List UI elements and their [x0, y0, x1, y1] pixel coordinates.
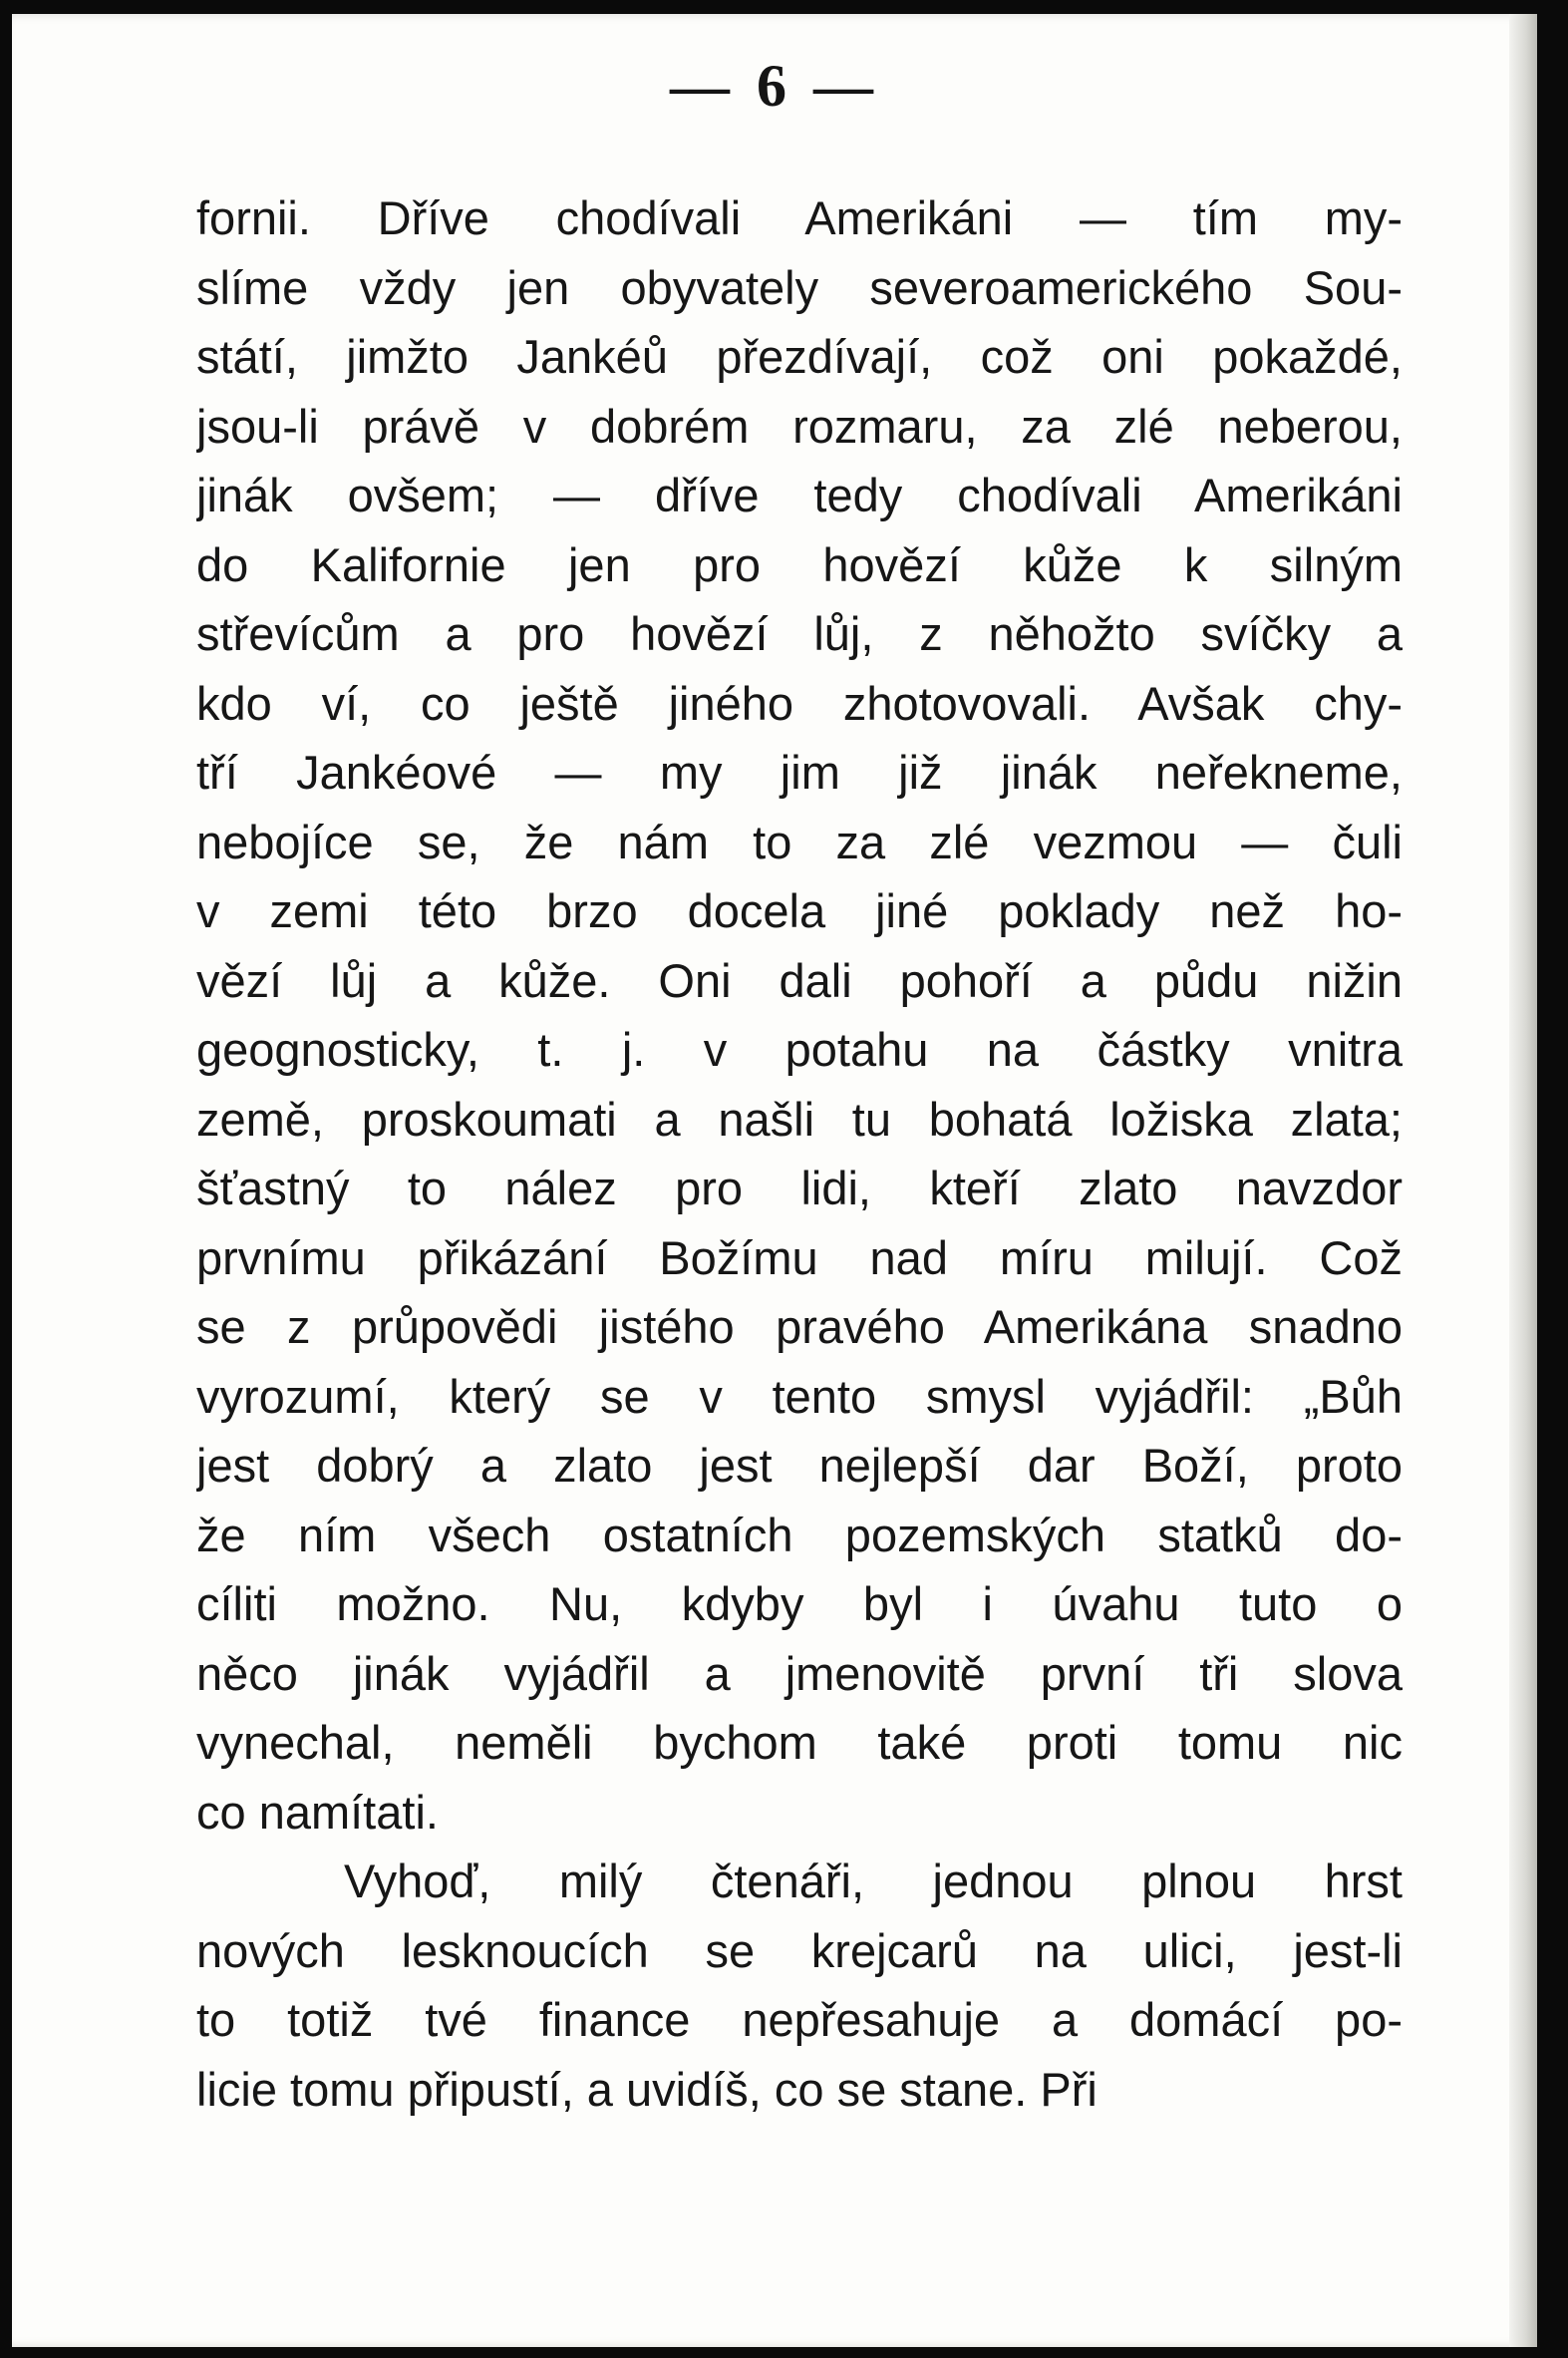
text-line: licie tomu připustí, a uvidíš, co se stane. Při: [196, 2062, 1098, 2116]
page-edge-shadow: [1509, 14, 1537, 2347]
text-line: fornii. Dříve chodívali Amerikáni — tím my-: [196, 191, 1403, 244]
text-line: vynechal, neměli bychom také proti tomu nic: [196, 1716, 1403, 1769]
text-line: střevícům a pro hovězí lůj, z něhožto svíčky a: [196, 607, 1403, 660]
paragraph: [196, 1847, 1403, 2124]
text-line: jsou-li právě v dobrém rozmaru, za zlé neberou,: [196, 399, 1403, 453]
text-line: kdo ví, co ještě jiného zhotovovali. Avšak chy-: [196, 676, 1403, 730]
text-line: slíme vždy jen obyvately severoamerického Sou-: [196, 260, 1403, 314]
body-text: [196, 183, 1403, 2124]
text-line: se z průpovědi jistého pravého Amerikána snadno: [196, 1300, 1403, 1353]
text-line: Vyhoď, milý čtenáři, jednou plnou hrst: [344, 1854, 1403, 1907]
paragraph: [196, 183, 1403, 1847]
page-number: — 6 —: [670, 53, 879, 119]
text-line: něco jinák vyjádřil a jmenovitě první tři slova: [196, 1646, 1403, 1700]
text-line: že ním všech ostatních pozemských statků do-: [196, 1508, 1403, 1561]
text-line: to totiž tvé finance nepřesahuje a domácí po-: [196, 1993, 1403, 2046]
text-line: jinák ovšem; — dříve tedy chodívali Amerikáni: [196, 469, 1403, 521]
text-line: státí, jimžto Jankéů přezdívají, což oni pokaždé,: [196, 330, 1403, 383]
text-line: jest dobrý a zlato jest nejlepší dar Boží, proto: [196, 1439, 1403, 1492]
text-line: vězí lůj a kůže. Oni dali pohoří a půdu nižin: [196, 953, 1403, 1007]
text-line: šťastný to nález pro lidi, kteří zlato navzdor: [196, 1162, 1403, 1214]
text-line: v zemi této brzo docela jiné poklady než ho-: [196, 884, 1403, 937]
text-line: prvnímu přikázání Božímu nad míru milují. Což: [196, 1230, 1403, 1284]
text-line: geognosticky, t. j. v potahu na částky vnitra: [196, 1023, 1403, 1076]
text-line: vyrozumí, který se v tento smysl vyjádřil: „Bůh: [196, 1369, 1403, 1423]
text-line: co namítati.: [196, 1785, 439, 1839]
book-page: [12, 14, 1537, 2347]
text-line: nebojíce se, že nám to za zlé vezmou — čuli: [196, 815, 1403, 868]
text-line: nových lesknoucích se krejcarů na ulici, jest-li: [196, 1923, 1403, 1977]
text-line: do Kalifornie jen pro hovězí kůže k silným: [196, 537, 1403, 591]
text-line: cíliti možno. Nu, kdyby byl i úvahu tuto o: [196, 1577, 1403, 1630]
text-line: tří Jankéové — my jim již jinák neřekneme,: [196, 746, 1403, 799]
text-line: země, proskoumati a našli tu bohatá ložiska zlata;: [196, 1092, 1403, 1146]
